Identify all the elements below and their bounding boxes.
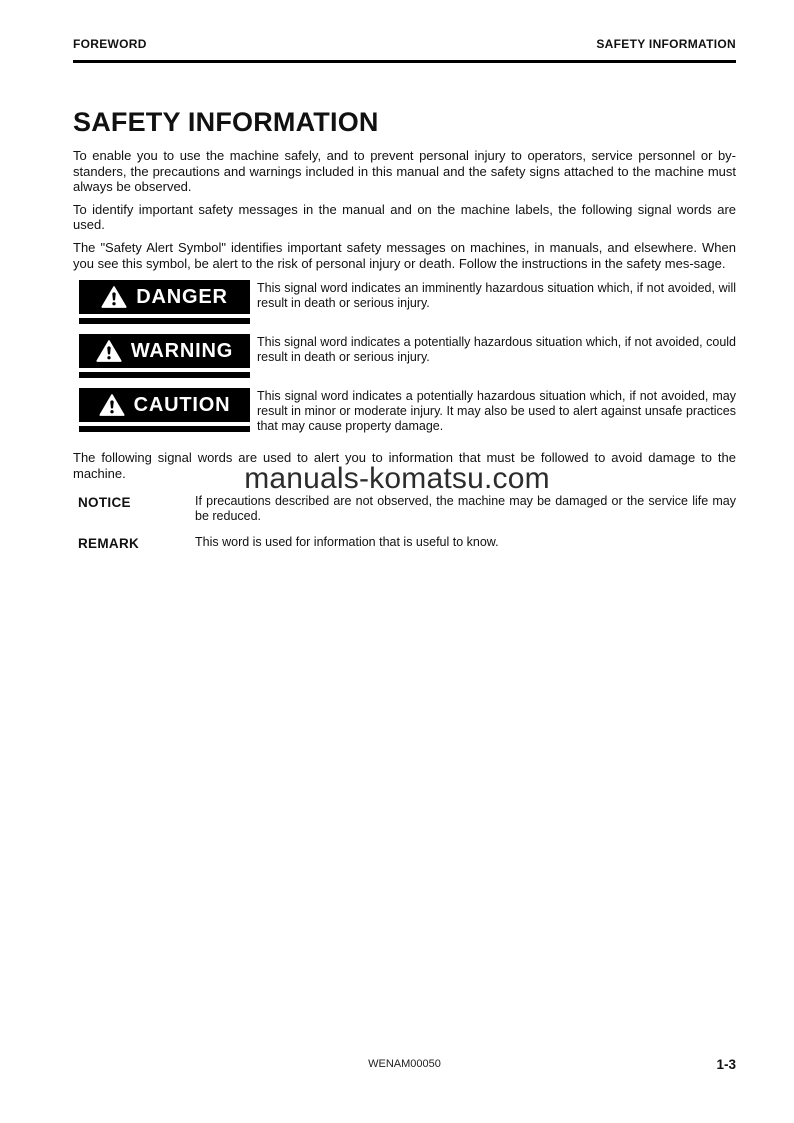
header-right-title: SAFETY INFORMATION [596,37,736,51]
warning-badge-box [79,334,250,368]
warning-triangle-icon [99,393,125,417]
signal-word-row-danger [73,280,736,324]
intro-paragraph: The "Safety Alert Symbol" identifies important safety messages on machines, in manuals, and elsewhere. When you see this symbol, be alert to the risk of personal injury or death. Follow the instructions in the safety mes-sage. [73,239,736,271]
signal-description: This signal word indicates a potentially hazardous situation which, if not avoided, could result in death or serious injury. [257,335,736,365]
note-row-remark [73,535,736,551]
following-paragraph: The following signal words are used to alert you to information that must be followed to avoid damage to the machine. [73,450,736,481]
danger-badge-box [79,280,250,314]
signal-badge-underline [79,318,250,324]
caution-badge [79,388,250,432]
danger-badge [79,280,250,324]
warning-triangle-icon [101,285,127,309]
page-footer [73,1058,736,1078]
watermark: manuals-komatsu.com [244,462,550,495]
notes-section [73,494,736,551]
signal-badge-underline [79,372,250,378]
signal-description: This signal word indicates an imminently hazardous situation which, if not avoided, will result in death or serious injury. [257,281,736,311]
note-description: This word is used for information that is useful to know. [195,535,499,550]
warning-badge [79,334,250,378]
note-row-notice [73,494,736,524]
note-label: REMARK [78,536,140,552]
page-content [73,0,736,562]
caution-badge-box [79,388,250,422]
page-title: SAFETY INFORMATION [73,107,379,137]
signal-word-row-warning [73,334,736,378]
header-left-title: FOREWORD [73,37,147,51]
page-number: 1-3 [716,1057,736,1072]
intro-paragraph: To enable you to use the machine safely, and to prevent personal injury to operators, service personnel or by-standers, the precautions and warnings included in this manual and the safety signs attached to the machine must always be observed. [73,148,736,195]
note-label: NOTICE [78,495,131,511]
signal-badge-label: WARNING [130,339,234,362]
note-description: If precautions described are not observed, the machine may be damaged or the service life may be reduced. [195,494,736,524]
doc-code: WENAM00050 [368,1058,441,1070]
intro-paragraph: To identify important safety messages in the manual and on the machine labels, the following signal words are used. [73,201,736,233]
signal-word-table [73,280,736,434]
signal-badge-label: DANGER [136,285,228,308]
signal-badge-label: CAUTION [133,393,231,416]
signal-badge-underline [79,426,250,432]
warning-triangle-icon [96,339,122,363]
signal-description: This signal word indicates a potentially hazardous situation which, if not avoided, may result in minor or moderate injury. It may also be used to alert against unsafe practices that may cause property damage. [257,389,736,434]
page-header [73,0,736,63]
signal-word-row-caution [73,388,736,434]
